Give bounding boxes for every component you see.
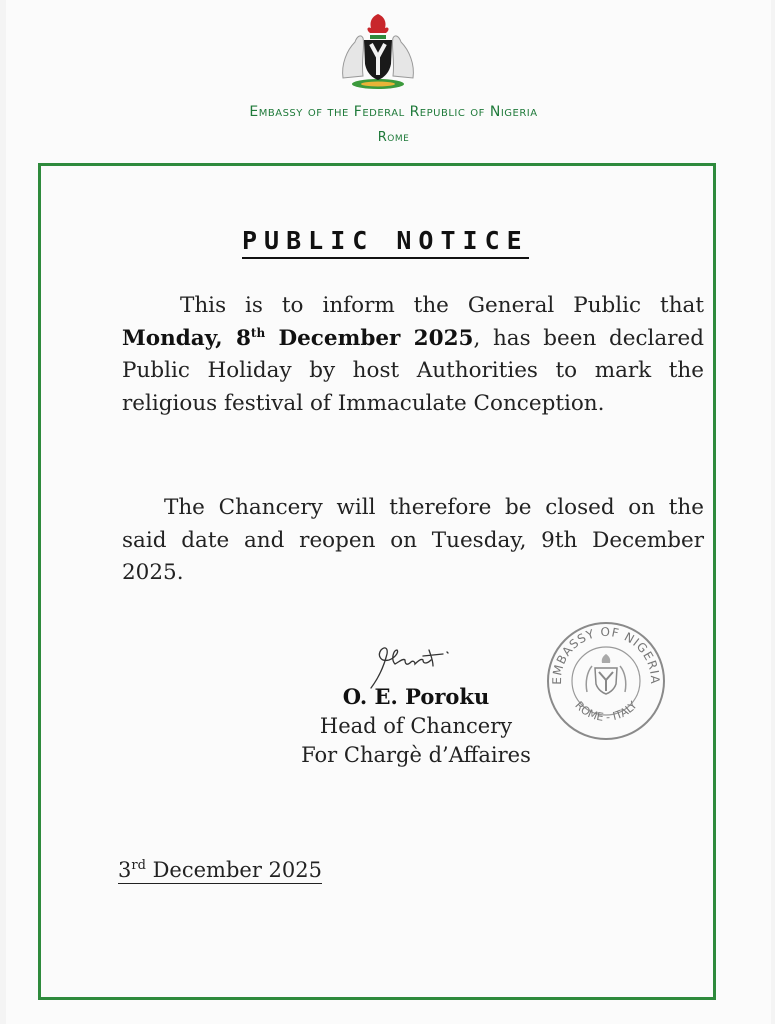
issue-date-suffix: rd xyxy=(131,858,146,873)
notice-paragraph-2: The Chancery will therefore be closed on the said date and reopen on Tuesday, 9th December 2025. xyxy=(122,495,704,585)
holiday-date-suffix: th xyxy=(250,325,266,340)
notice-title: PUBLIC NOTICE xyxy=(242,226,529,259)
holiday-date-day: Monday, 8 xyxy=(122,325,251,351)
holiday-date-month-year: December 2025 xyxy=(265,325,474,351)
issue-date-month-year: December 2025 xyxy=(145,858,322,882)
issue-date xyxy=(118,858,322,884)
p1-lead: This is to inform the General Public that xyxy=(180,293,704,318)
p1-rest: , has been declared Public Holiday by host Authorities to mark the religious festival of Immaculate Conception. xyxy=(122,325,704,416)
seal-top-text: EMBASSY OF NIGERIA xyxy=(549,624,663,685)
embassy-name: Embassy of the Federal Republic of Nigeria xyxy=(249,104,538,120)
notice-paragraph-1 xyxy=(122,290,704,420)
document-page xyxy=(6,0,771,1024)
embassy-city: Rome xyxy=(377,130,410,145)
issue-date-day: 3 xyxy=(118,858,132,882)
signatory-on-behalf: For Chargè d’Affaires xyxy=(301,743,531,767)
signatory-name: O. E. Poroku xyxy=(342,684,490,709)
seal-bottom-text: ROME - ITALY xyxy=(572,698,640,724)
holiday-date xyxy=(122,326,473,351)
svg-text:ROME - ITALY xyxy=(572,699,640,724)
nigeria-coat-of-arms xyxy=(333,12,423,92)
signatory-title: Head of Chancery xyxy=(319,714,513,738)
